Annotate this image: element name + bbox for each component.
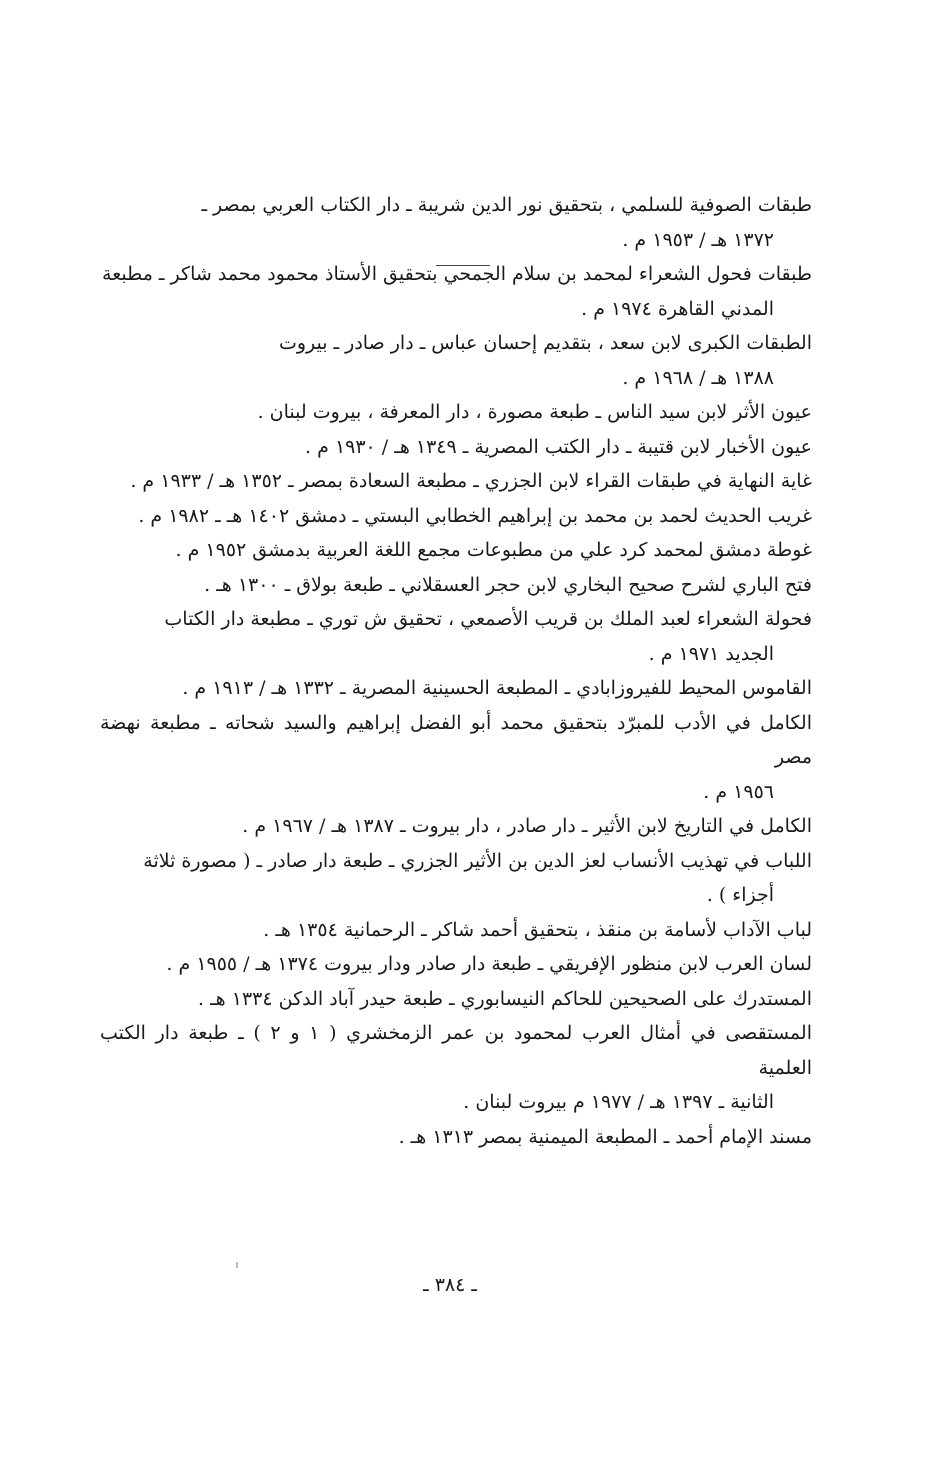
entry-line: فتح الباري لشرح صحيح البخاري لابن حجر العسقلاني ـ طبعة بولاق ـ ١٣٠٠ هـ . (204, 573, 812, 596)
entry-line: غاية النهاية في طبقات القراء لابن الجزري ـ مطبعة السعادة بمصر ـ ١٣٥٢ هـ / ١٩٣٣ م . (130, 470, 812, 492)
entry-line: الطبقات الكبرى لابن سعد ، بتقديم إحسان عباس ـ دار صادر ـ بيروت (278, 332, 812, 354)
bibliography-entry (100, 533, 812, 568)
bibliography-entry (100, 1120, 812, 1155)
bibliography-entry (100, 499, 812, 534)
entry-line: لسان العرب لابن منظور الإفريقي ـ طبعة دار صادر ودار بيروت ١٣٧٤ هـ / ١٩٥٥ م . (166, 953, 812, 975)
entry-line: غريب الحديث لحمد بن محمد بن إبراهيم الخطابي البستي ـ دمشق ١٤٠٢ هـ ـ ١٩٨٢ م . (138, 504, 812, 527)
entry-line: مسند الإمام أحمد ـ المطبعة الميمنية بمصر ١٣١٣ هـ . (398, 1125, 812, 1148)
entry-line: المستدرك على الصحيحين للحاكم النيسابوري ـ طبعة حيدر آباد الدكن ١٣٣٤ هـ . (198, 987, 812, 1010)
entry-line: الكامل في التاريخ لابن الأثير ـ دار صادر ، دار بيروت ـ ١٣٨٧ هـ / ١٩٦٧ م . (242, 815, 812, 837)
bibliography-entry (100, 257, 812, 326)
entry-line: عيون الأخبار لابن قتيبة ـ دار الكتب المصرية ـ ١٣٤٩ هـ / ١٩٣٠ م . (305, 435, 812, 458)
entry-line: اللباب في تهذيب الأنساب لعز الدين بن الأثير الجزري ـ طبعة دار صادر ـ ( مصورة ثلاثة (143, 849, 812, 872)
bibliography-entry (100, 395, 812, 430)
entry-line: الكامل في الأدب للمبرّد بتحقيق محمد أبو الفضل إبراهيم والسيد شحاته ـ مطبعة نهضة مصر (100, 711, 812, 768)
entry-line: لباب الآداب لأسامة بن منقذ ، بتحقيق أحمد شاكر ـ الرحمانية ١٣٥٤ هـ . (263, 918, 812, 941)
entry-continuation: الثانية ـ ١٣٩٧ هـ / ١٩٧٧ م بيروت لبنان . (463, 1091, 774, 1113)
bibliography-entry (100, 706, 812, 810)
bibliography-entry (100, 602, 812, 671)
entry-line: طبقات فحول الشعراء لمحمد بن سلام الجمحي بتحقيق الأستاذ محمود محمد شاكر ـ مطبعة (102, 263, 812, 285)
page-number: ـ ٣٨٤ ـ (423, 1274, 477, 1296)
entry-continuation: المدني القاهرة ١٩٧٤ م . (581, 297, 774, 320)
bibliography-entry (100, 913, 812, 948)
bibliography-entry (100, 982, 812, 1017)
entry-continuation: ١٩٥٦ م . (703, 780, 774, 803)
entry-line: عيون الأثر لابن سيد الناس ـ طبعة مصورة ، دار المعرفة ، بيروت لبنان . (257, 401, 812, 423)
bibliography-entry (100, 844, 812, 913)
entry-line: فحولة الشعراء لعبد الملك بن قريب الأصمعي ، تحقيق ش توري ـ مطبعة دار الكتاب (164, 608, 812, 630)
bibliography-entry (100, 326, 812, 395)
bibliography-entry (100, 947, 812, 982)
entry-line: المستقصى في أمثال العرب لمحمود بن عمر الزمخشري ( ١ و ٢ ) ـ طبعة دار الكتب العلمية (100, 1022, 812, 1079)
scan-speck (236, 1262, 238, 1268)
bibliography-entry (100, 671, 812, 706)
entry-continuation: الجديد ١٩٧١ م . (648, 642, 774, 665)
entry-continuation: أجزاء ) . (706, 884, 774, 906)
entry-line: طبقات الصوفية للسلمي ، بتحقيق نور الدين شريبة ـ دار الكتاب العربي بمصر ـ (201, 194, 812, 216)
entry-continuation: ١٣٧٢ هـ / ١٩٥٣ م . (622, 228, 774, 251)
bibliography-entry (100, 568, 812, 603)
bibliography-list (100, 188, 812, 1154)
entry-continuation: ١٣٨٨ هـ / ١٩٦٨ م . (622, 366, 774, 389)
bibliography-entry (100, 464, 812, 499)
entry-line: القاموس المحيط للفيروزابادي ـ المطبعة الحسينية المصرية ـ ١٣٣٢ هـ / ١٩١٣ م . (182, 677, 812, 699)
entry-line: غوطة دمشق لمحمد كرد علي من مطبوعات مجمع اللغة العربية بدمشق ١٩٥٢ م . (175, 539, 812, 561)
bibliography-entry (100, 1016, 812, 1120)
bibliography-entry (100, 188, 812, 257)
bibliography-entry (100, 809, 812, 844)
bibliography-entry (100, 430, 812, 465)
